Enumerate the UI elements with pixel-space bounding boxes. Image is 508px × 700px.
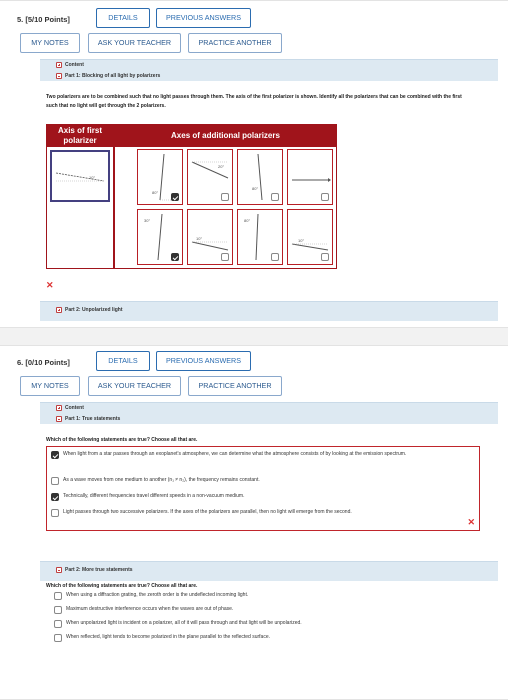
part2-toggle[interactable] — [56, 567, 133, 573]
content-section-bar — [40, 402, 498, 424]
content-label: Content — [65, 62, 84, 68]
part2-section-bar — [40, 301, 498, 321]
content-section-bar — [40, 59, 498, 81]
polarizer-choice-8[interactable] — [287, 209, 333, 265]
part2-statement-3-checkbox[interactable] — [54, 620, 62, 628]
choice-area — [114, 147, 337, 269]
part2-statement-1-text: When using a diffraction grating, the zeroth order is the undeflected incoming light. — [66, 592, 249, 598]
svg-text:10°: 10° — [298, 238, 305, 243]
statement-1-text: When light from a star passes through an exoplanet's atmosphere, we can determine what the atmosphere consists of by looking at the emission spectrum. — [63, 451, 407, 457]
polarizer-choice-2[interactable] — [187, 149, 233, 205]
part2-label: Part 2: Unpolarized light — [65, 307, 123, 313]
practice-another-button[interactable]: PRACTICE ANOTHER — [188, 376, 282, 396]
svg-text:20°: 20° — [218, 164, 225, 169]
part2-section-bar — [40, 561, 498, 581]
part1-label: Part 1: True statements — [65, 416, 121, 422]
part2-statement-4-checkbox[interactable] — [54, 634, 62, 642]
choice-6-checkbox[interactable] — [221, 253, 229, 261]
part1-statements — [46, 446, 480, 531]
choice-8-checkbox[interactable] — [321, 253, 329, 261]
incorrect-icon: ✕ — [467, 517, 475, 527]
details-button[interactable]: DETAILS — [96, 351, 150, 371]
choice-4-checkbox[interactable] — [321, 193, 329, 201]
svg-text:80°: 80° — [152, 190, 159, 195]
part2-statement-3-text: When unpolarized light is incident on a polarizer, all of it will pass through and that light will be unpolarized. — [66, 620, 302, 626]
part2-statement-4-text: When reflected, light tends to become polarized in the plane parallel to the reflected surface. — [66, 634, 271, 640]
axis-diagram — [52, 152, 108, 200]
ask-teacher-button[interactable]: ASK YOUR TEACHER — [88, 33, 181, 53]
part1-toggle[interactable] — [56, 416, 120, 422]
expand-icon[interactable] — [56, 62, 62, 68]
part2-label: Part 2: More true statements — [65, 567, 133, 573]
collapse-icon[interactable] — [56, 73, 62, 79]
statement-4-checkbox[interactable] — [51, 509, 59, 517]
part2-statement-2-checkbox[interactable] — [54, 606, 62, 614]
statement-2-checkbox[interactable] — [51, 477, 59, 485]
choice-1-checkbox[interactable] — [171, 193, 179, 201]
part2-statement-1-checkbox[interactable] — [54, 592, 62, 600]
previous-answers-button[interactable]: PREVIOUS ANSWERS — [156, 8, 251, 28]
statement-4-text: Light passes through two successive polarizers. If the axes of the polarizers are parallel, then no light will emerge from the second. — [63, 509, 352, 515]
my-notes-button[interactable]: MY NOTES — [20, 376, 80, 396]
part1-prompt: Which of the following statements are true? Choose all that are. — [46, 437, 198, 443]
collapse-icon[interactable] — [56, 567, 62, 573]
content-toggle[interactable] — [56, 62, 84, 68]
polarizer-choice-7[interactable] — [237, 209, 283, 265]
part1-label: Part 1: Blocking of all light by polarizers — [65, 73, 161, 79]
choice-3-checkbox[interactable] — [271, 193, 279, 201]
statement-3-text: Technically, different frequencies travel different speeds in a non-vacuum medium. — [63, 493, 245, 499]
question-6-header: 6. [0/10 Points] — [17, 358, 70, 367]
content-label: Content — [65, 405, 84, 411]
details-button[interactable]: DETAILS — [96, 8, 150, 28]
first-polarizer-axis — [50, 150, 110, 202]
part2-toggle[interactable] — [56, 307, 123, 313]
part2-statement-2-text: Maximum destructive interference occurs when the waves are out of phase. — [66, 606, 234, 612]
statement-2-text: As a wave moves from one medium to another (n₁ ≠ n₂), the frequency remains constant. — [63, 477, 260, 483]
part2-prompt: Which of the following statements are true? Choose all that are. — [46, 583, 198, 589]
statement-1-checkbox[interactable] — [51, 451, 59, 459]
choice-7-checkbox[interactable] — [271, 253, 279, 261]
my-notes-button[interactable]: MY NOTES — [20, 33, 80, 53]
svg-text:10°: 10° — [196, 236, 203, 241]
expand-icon[interactable] — [56, 307, 62, 313]
collapse-icon[interactable] — [56, 416, 62, 422]
statement-3-checkbox[interactable] — [51, 493, 59, 501]
polarizer-choice-3[interactable] — [237, 149, 283, 205]
svg-text:80°: 80° — [252, 186, 259, 191]
svg-text:30°: 30° — [144, 218, 151, 223]
polarizer-choice-6[interactable] — [187, 209, 233, 265]
expand-icon[interactable] — [56, 405, 62, 411]
ask-teacher-button[interactable]: ASK YOUR TEACHER — [88, 376, 181, 396]
part1-toggle[interactable] — [56, 73, 160, 79]
polarizer-choice-5[interactable] — [137, 209, 183, 265]
polarizer-choice-1[interactable] — [137, 149, 183, 205]
incorrect-icon: ✕ — [46, 280, 54, 290]
question-5-card — [0, 0, 508, 328]
practice-another-button[interactable]: PRACTICE ANOTHER — [188, 33, 282, 53]
axis-header: Axis of first polarizer — [46, 124, 114, 147]
choice-2-checkbox[interactable] — [221, 193, 229, 201]
content-toggle[interactable] — [56, 405, 84, 411]
question-5-header: 5. [5/10 Points] — [17, 15, 70, 24]
question-prompt: Two polarizers are to be combined such that no light passes through them. The axis of the first polarizer is shown. Identify all the polarizers that can be combined with the first such that no light will get through the 2 polarizers. — [46, 94, 462, 109]
axis-angle-label: 10° — [89, 175, 96, 180]
additional-header: Axes of additional polarizers — [114, 124, 337, 147]
choice-5-checkbox[interactable] — [171, 253, 179, 261]
previous-answers-button[interactable]: PREVIOUS ANSWERS — [156, 351, 251, 371]
polarizer-choice-4[interactable] — [287, 149, 333, 205]
polarizer-table — [46, 124, 337, 269]
svg-text:80°: 80° — [244, 218, 251, 223]
